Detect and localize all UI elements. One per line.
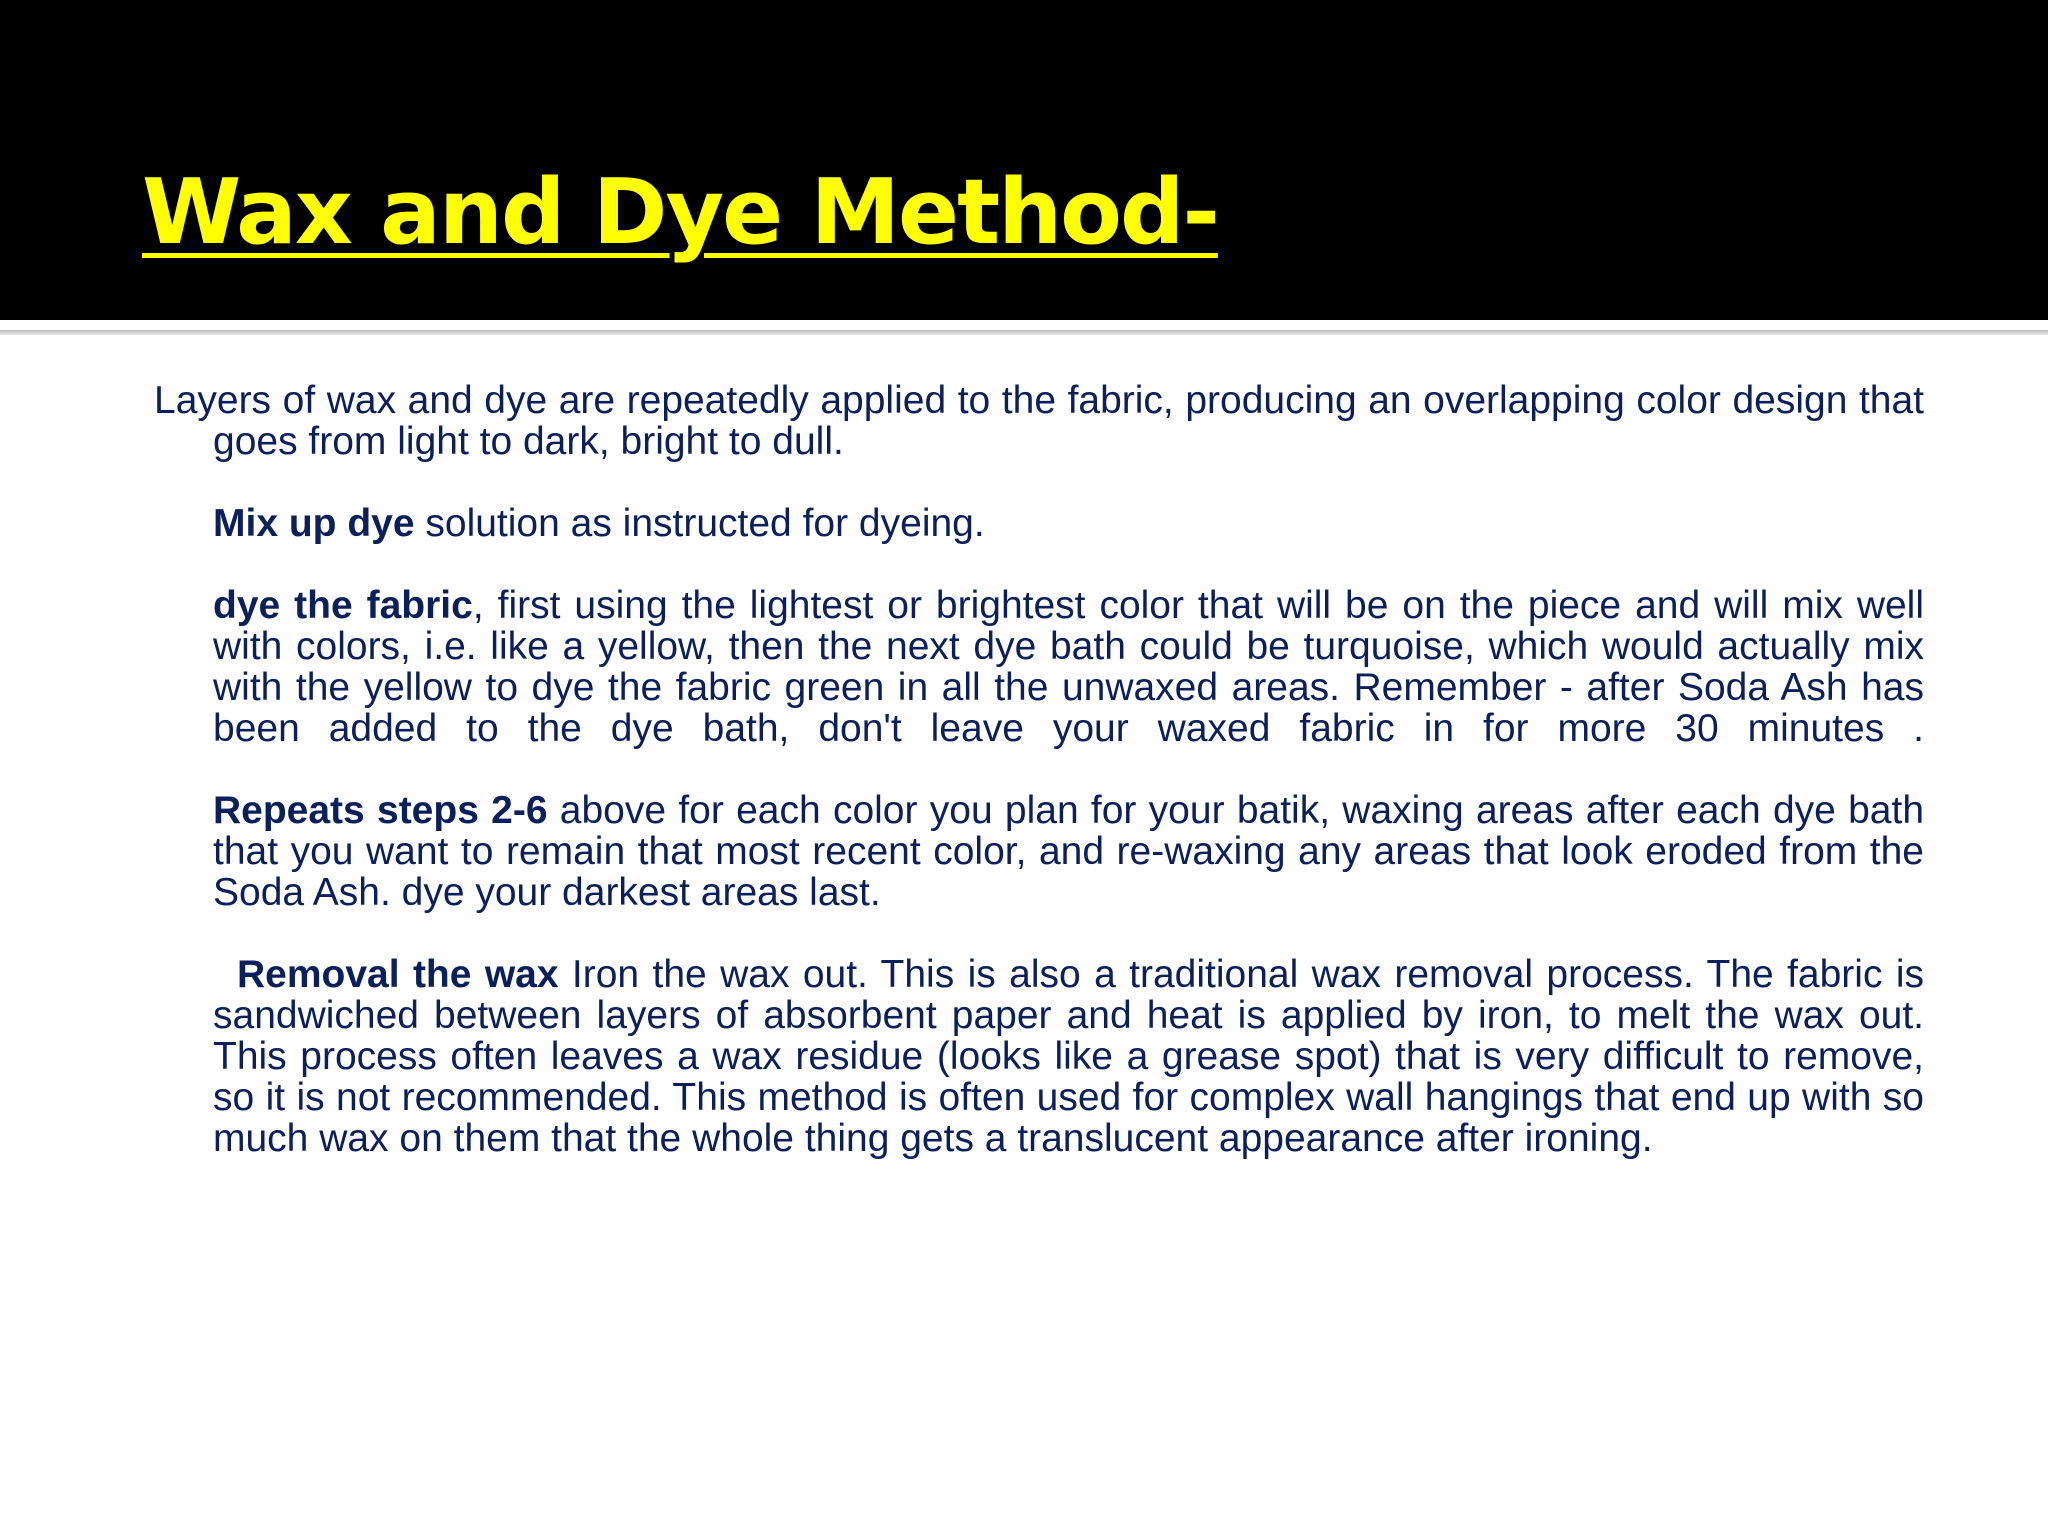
step-text: solution as instructed for dyeing. (414, 502, 985, 545)
step-mix-dye (213, 503, 1924, 544)
intro-paragraph: Layers of wax and dye are repeatedly applied to the fabric, producing an overlapping color design that goes from light to dark, bright to dull. (154, 379, 1924, 463)
step-removal (213, 954, 1924, 1159)
step-text: Iron the wax out. This is also a traditional wax removal process. The fabric is sandwiched between layers of absorbent paper and heat is applied by iron, to melt the wax out. This process often leaves a wax residue (looks like a grease spot) that is very difficult to remove, so it is not recommended. This method is often used for complex wall hangings that end up with so much wax on them that the whole thing gets a translucent appearance after ironing. (213, 953, 1924, 1160)
step-heading: Removal the wax (237, 953, 559, 996)
slide-title: Wax and Dye Method- (142, 160, 1218, 265)
step-text: above for each color you plan for your batik, waxing areas after each dye bath that you want to remain that most recent color, and re-waxing any areas that look eroded from the Soda Ash. dye your darkest areas last. (213, 789, 1925, 914)
step-text: , first using the lightest or brightest color that will be on the piece and will mix well with colors, i.e. like a yellow, then the next dye bath could be turquoise, which would actually mix with the yellow to dye the fabric green in all the unwaxed areas. Remember - after Soda Ash has been added to the dye bath, don't leave your waxed fabric in for more 30 minutes . (213, 584, 1925, 750)
title-divider (0, 320, 2048, 330)
slide-body (154, 380, 1924, 1159)
step-heading: Mix up dye (213, 502, 415, 545)
step-heading: Repeats steps 2-6 (213, 789, 548, 832)
step-dye-fabric (213, 585, 1924, 749)
step-heading: dye the fabric (213, 584, 473, 627)
title-divider-shadow (0, 330, 2048, 335)
step-repeat (213, 790, 1924, 913)
title-bar (0, 0, 2048, 320)
